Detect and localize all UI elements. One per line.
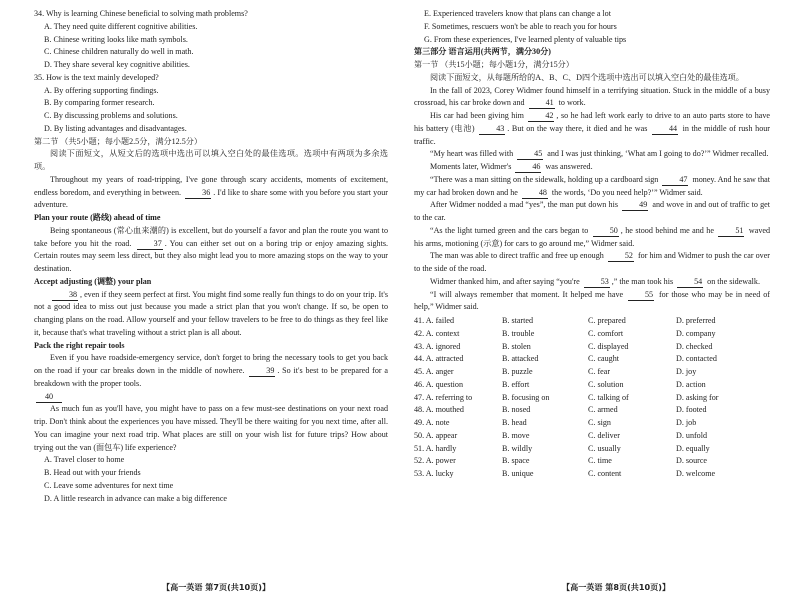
- answer-option: D. action: [676, 379, 706, 389]
- heading-text: Plan your route (: [34, 213, 93, 222]
- heading-repair-tools: Pack the right repair tools: [34, 340, 125, 350]
- heading-text: ) your plan: [113, 276, 152, 286]
- answer-row: [414, 392, 770, 405]
- answer-option: 43. A. ignored: [414, 341, 461, 351]
- story-paragraph-3: [414, 148, 770, 161]
- section2-header: 第二节 （共5小题；每小题2.5分，满分12.5分）: [34, 136, 202, 146]
- text: His car had been giving him: [430, 111, 524, 120]
- text: “There was a man sitting on the sidewalk, holding up a cardboard sign: [430, 174, 659, 184]
- heading-text: ) ahead of time: [109, 213, 161, 222]
- answer-option: C. content: [588, 469, 622, 478]
- text: The man was able to direct traffic and free up enough: [430, 251, 604, 261]
- text: and wove in and out of traffic to get to the car.: [414, 200, 771, 222]
- blank-39: 39: [249, 366, 275, 377]
- intro-paragraph: Throughout my years of road-tripping, I've gone through scary accidents, moments of excitement, endless boredom, and everything in between. 36 . I'd like to share some with you before you start your adventure.: [34, 174, 389, 210]
- answer-option: 45. A. anger: [414, 367, 454, 376]
- text: for him and Widmer to push the car over to the side of the road.: [414, 251, 771, 273]
- text: ) life experience?: [120, 442, 177, 452]
- answer-option: D. company: [676, 328, 716, 338]
- answer-option: D. source: [676, 456, 708, 466]
- blank-36: 36: [185, 188, 211, 199]
- paragraph-4: [34, 403, 388, 454]
- option-g: G. From these experiences, I've learned plenty of valuable tips: [424, 34, 627, 44]
- story-paragraph-9: [414, 276, 770, 289]
- answer-option: D. footed: [676, 405, 707, 415]
- answer-option: C. armed: [588, 405, 618, 415]
- story-paragraph-4: [414, 161, 770, 174]
- text: . So it's best to be prepared for a breakdown with the proper tools.: [34, 366, 388, 388]
- answer-option: B. focusing on: [502, 392, 550, 402]
- section1-header: 第一节 （共15小题；每小题1分，满分15分）: [414, 60, 574, 69]
- answer-option: 52. A. power: [414, 456, 456, 466]
- blank-45: 45: [517, 149, 543, 160]
- answer-row: [414, 404, 770, 417]
- text: . But on the way there, it died and he was: [507, 123, 648, 133]
- option-a: A. Travel closer to home: [44, 455, 125, 465]
- answer-row: [414, 430, 770, 443]
- heading-text: Accept adjusting (: [34, 276, 97, 286]
- text: After Widmer nodded a mad “yes”, the man put down his: [430, 200, 618, 210]
- text: , so he had left work early to drive to an auto parts store to have his battery (: [414, 111, 771, 133]
- text: ): [471, 123, 475, 133]
- paragraph-1: Being spontaneous (常心血来潮的) is excellent, but do yourself a favor and plan the route you want to take before you hit the road. 37 . You can either set out on a boring trip or enjoy amazing sights. Certain routes may seem less direct, but they also might lead you to more amazing stops on the way to your destination.: [34, 225, 388, 273]
- section2-instruction: 阅读下面短文，从短文后的选项中选出可以填入空白处的最佳选项。选项中有两项为多余选项。: [34, 149, 388, 171]
- answer-option: C. fear: [588, 367, 611, 376]
- story-paragraph-8: [414, 250, 770, 276]
- answer-option: D. checked: [676, 341, 713, 351]
- blank-46: 46: [515, 162, 541, 173]
- text: for those who may be in need of help,” Widmer said.: [414, 289, 770, 312]
- paragraph-3: [34, 352, 388, 390]
- answer-option: 41. A. failed: [414, 316, 455, 325]
- answer-option: 44. A. attracted: [414, 354, 464, 364]
- q35-option-d: D. By listing advantages and disadvantages.: [44, 123, 187, 133]
- answer-option: D. welcome: [676, 469, 716, 478]
- answer-option: B. move: [502, 430, 530, 440]
- heading-plan-route: [34, 212, 388, 225]
- answer-row: [414, 328, 770, 341]
- text: was answered.: [545, 162, 593, 171]
- answer-option: D. contacted: [676, 354, 717, 364]
- answer-option: D. equally: [676, 443, 710, 453]
- blank-43: 43: [479, 124, 505, 135]
- answer-row: [414, 417, 770, 430]
- answer-option: D. joy: [676, 367, 697, 376]
- answer-option: B. trouble: [502, 328, 535, 338]
- blank-50: 50: [593, 226, 619, 237]
- text: ,” the man took his: [611, 276, 674, 286]
- blank-53: 53: [584, 277, 610, 288]
- page-footer-right: 【高一英语 第8页(共10页)】: [562, 582, 671, 592]
- blank-37: 37: [137, 239, 163, 250]
- answer-row: [414, 443, 770, 456]
- option-b: B. Head out with your friends: [44, 468, 141, 477]
- blank-40-line: [34, 391, 388, 404]
- text-cn: 面包车: [96, 442, 121, 452]
- heading-accept-adjusting: [34, 276, 388, 289]
- answer-option: C. time: [588, 456, 612, 466]
- blank-52: 52: [608, 251, 634, 262]
- text: the words, ‘Do you need help?’” Widmer said.: [551, 187, 703, 197]
- answer-option: C. displayed: [588, 341, 629, 351]
- q34-option-d: D. They share several key cognitive abilities.: [44, 60, 190, 69]
- text: Being spontaneous (: [50, 225, 117, 235]
- text: waved his arms, motioning (: [414, 225, 771, 248]
- blank-54: 54: [677, 277, 703, 288]
- text: , he stood behind me and he: [620, 225, 714, 235]
- q34-stem: 34. Why is learning Chinese beneficial to solving math problems?: [34, 9, 248, 18]
- paragraph-2: [34, 289, 388, 340]
- blank-47: 47: [662, 175, 688, 186]
- answer-option: D. job: [676, 418, 697, 427]
- answer-option: B. wildly: [502, 443, 533, 453]
- option-c: C. Leave some adventures for next time: [44, 480, 174, 490]
- answer-option: 42. A. context: [414, 328, 460, 338]
- text: in the middle of rush hour traffic.: [414, 123, 770, 146]
- answer-option: 51. A. hardly: [414, 443, 457, 453]
- part3-header: 第三部分 语言运用(共两节，满分30分): [414, 47, 551, 57]
- story-paragraph-7: [414, 225, 770, 251]
- answer-option: D. asking for: [676, 392, 719, 402]
- blank-42: 42: [528, 111, 554, 122]
- answer-option: 53. A. lucky: [414, 469, 454, 478]
- answer-option: 49. A. note: [414, 418, 450, 427]
- text-cn: 常心血来潮的: [116, 225, 167, 235]
- option-d: D. A little research in advance can make a big difference: [44, 493, 227, 503]
- answer-option: B. space: [502, 456, 530, 466]
- blank-49: 49: [622, 200, 648, 211]
- answer-option: 46. A. question: [414, 379, 464, 389]
- text-cn: 电池: [453, 123, 472, 133]
- answer-row: [414, 366, 770, 379]
- answer-row: [414, 455, 770, 468]
- blank-40: 40: [36, 392, 62, 403]
- left-column: [34, 8, 388, 505]
- answer-option: 48. A. mouthed: [414, 405, 464, 415]
- answer-row: [414, 353, 770, 366]
- text: ) for cars to go around me,” Widmer said.: [499, 238, 635, 248]
- text: ) is excellent, but do yourself a favor and plan the route you want to take before you hit the road.: [34, 225, 388, 248]
- story-paragraph-1: [414, 85, 770, 111]
- blank-38: 38: [52, 290, 78, 301]
- option-e: E. Experienced travelers know that plans can change a lot: [424, 9, 611, 18]
- blank-44: 44: [652, 124, 678, 135]
- text: “I will always remember that moment. It helped me have: [430, 289, 624, 299]
- right-page: [400, 0, 800, 603]
- answer-option: B. nosed: [502, 405, 531, 415]
- answer-option: B. puzzle: [502, 367, 533, 376]
- answer-option: B. head: [502, 418, 527, 427]
- option-f: F. Sometimes, rescuers won't be able to reach you for hours: [424, 21, 617, 31]
- text: and I was just thinking, ‘What am I going to do?’” Widmer recalled.: [547, 149, 769, 159]
- blank-48: 48: [522, 188, 548, 199]
- text: As much fun as you'll have, you might have to pass on a few must-see destinations on your next road trip. Don't think about the experiences you have missed. They'll be there waiting for you next time, after all. You can imagine your next road trip. What places are still on your wish list for future trips? How about trying out the van (: [34, 404, 388, 452]
- answer-option: B. unique: [502, 469, 534, 478]
- answer-option: C. usually: [588, 443, 621, 453]
- answer-options-table: [414, 315, 770, 481]
- q34-option-c: C. Chinese children naturally do well in math.: [44, 47, 194, 57]
- q34-option-b: B. Chinese writing looks like math symbols.: [44, 34, 188, 44]
- text: , even if they seem perfect at first. You might find some really fun things to do on your trip. It's not a good idea to miss out just because you made a strict plan that you won't change. If so, be open to changing plans on the road. Allow yourself and your fellow travelers to be free to do things as they feel like it, because that's what traveling without a strict plan is all about.: [34, 289, 388, 337]
- blank-55: 55: [628, 290, 654, 301]
- q35-option-b: B. By comparing former research.: [44, 98, 155, 108]
- q35-option-a: A. By offering supporting findings.: [44, 85, 159, 95]
- text: Moments later, Widmer's: [430, 162, 512, 171]
- story-paragraph-10: [414, 289, 770, 315]
- text: “My heart was filled with: [430, 149, 514, 159]
- intro-text-2: I'd like to share some with you before you start your adventure.: [34, 187, 389, 210]
- answer-option: C. comfort: [588, 328, 624, 338]
- blank-51: 51: [718, 226, 744, 237]
- answer-row: [414, 379, 770, 392]
- story-paragraph-5: [414, 174, 770, 200]
- answer-option: B. started: [502, 316, 534, 325]
- answer-option: B. effort: [502, 379, 530, 389]
- text-cn: 示意: [483, 238, 500, 248]
- answer-option: 50. A. appear: [414, 430, 458, 440]
- answer-option: B. attacked: [502, 354, 539, 364]
- text: to work.: [558, 98, 586, 108]
- story-paragraph-6: [414, 199, 770, 225]
- answer-row: [414, 468, 770, 481]
- heading-cn: 调整: [96, 276, 114, 286]
- text: Even if you have roadside-emergency service, don't forget to bring the necessary tools to get you back on the road if your car breaks down in the middle of nowhere.: [34, 353, 388, 375]
- blank-41: 41: [529, 98, 555, 109]
- answer-option: C. solution: [588, 379, 624, 389]
- text: Widmer thanked him, and after saying “you're: [430, 276, 580, 286]
- answer-option: D. preferred: [676, 316, 716, 325]
- text: money. And he saw that my car had broken down and he: [414, 174, 770, 197]
- story-paragraph-2: [414, 110, 770, 148]
- section1-instruction: 阅读下面短文，从每题所给的A、B、C、D四个选项中选出可以填入空白处的最佳选项。: [430, 72, 744, 82]
- right-column: [414, 8, 770, 481]
- q34-option-a: A. They need quite different cognitive abilities.: [44, 21, 198, 31]
- answer-option: B. stolen: [502, 341, 531, 351]
- answer-option: D. unfold: [676, 430, 708, 440]
- answer-option: C. prepared: [588, 316, 626, 325]
- q35-stem: 35. How is the text mainly developed?: [34, 72, 159, 82]
- text: “As the light turned green and the cars began to: [430, 225, 589, 235]
- q35-option-c: C. By discussing problems and solutions.: [44, 111, 178, 120]
- heading-cn: 路线: [92, 213, 110, 222]
- intro-text-1: Throughout my years of road-tripping, I've gone through scary accidents, moments of excitement, endless boredom, and everything in between.: [34, 174, 388, 197]
- text: on the sidewalk.: [707, 276, 760, 286]
- answer-option: C. deliver: [588, 430, 620, 440]
- text: In the fall of 2023, Corey Widmer found himself in a terrifying situation. Stuck in the middle of a busy crossroad, his car broke down and: [414, 85, 770, 108]
- answer-option: C. talking of: [588, 392, 629, 402]
- page-footer-left: 【高一英语 第7页(共10页)】: [162, 582, 271, 592]
- text: You can either set out on a boring trip or enjoy amazing sights. Certain routes may seem less direct, but they also might lead you to more amazing stops on the way to your destination.: [34, 238, 388, 273]
- answer-row: [414, 315, 770, 328]
- answer-row: [414, 341, 770, 354]
- answer-option: C. sign: [588, 418, 611, 427]
- answer-option: 47. A. referring to: [414, 392, 473, 402]
- answer-option: C. caught: [588, 354, 620, 364]
